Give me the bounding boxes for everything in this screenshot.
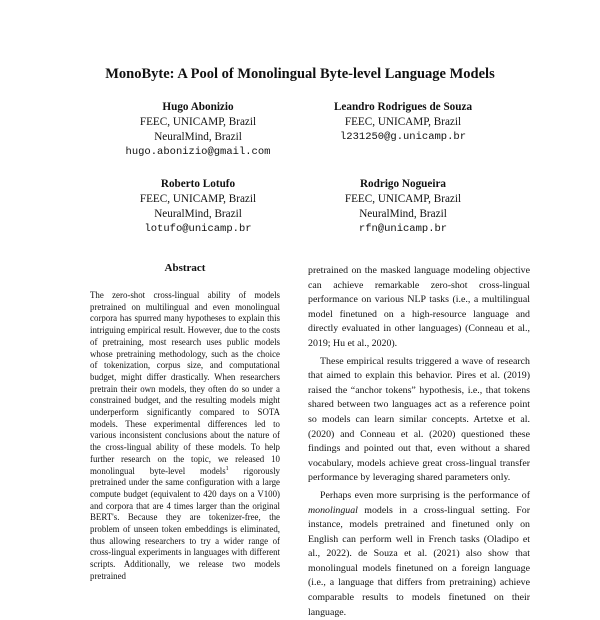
author-affiliation: NeuralMind, Brazil bbox=[154, 208, 242, 220]
author-name: Leandro Rodrigues de Souza bbox=[333, 101, 473, 113]
author-block-4 bbox=[293, 177, 513, 237]
abstract-text-part: The zero-shot cross-lingual ability of models pretrained on multilingual and even monolingual corpora has spurred many hypotheses to explain this intriguing empirical result. However, due to the costs of pretraining, most research uses public models whose pretraining methodology, such as the choice of tokenization, corpus size, and computational budget, might differ drastically. When researchers pretrain their own models, they often do so under a constrained budget, and the resulting models might underperform significantly compared to SOTA models. These experimental differences led to various inconsistent conclusions about the nature of the cross-lingual ability of these models. To help further research on the topic, we released 10 monolingual byte-level models bbox=[90, 290, 280, 476]
footnote-marker: 1 bbox=[225, 465, 229, 472]
author-affiliation: NeuralMind, Brazil bbox=[359, 208, 447, 220]
author-block-2 bbox=[288, 100, 518, 145]
right-column bbox=[308, 264, 530, 620]
abstract-heading: Abstract bbox=[164, 262, 206, 274]
author-name: Roberto Lotufo bbox=[160, 178, 236, 190]
author-affiliation: NeuralMind, Brazil bbox=[154, 131, 242, 143]
author-name: Hugo Abonizio bbox=[162, 101, 234, 113]
author-block-1 bbox=[88, 100, 308, 160]
author-email[interactable]: lotufo@unicamp.br bbox=[144, 223, 252, 235]
author-affiliation: FEEC, UNICAMP, Brazil bbox=[139, 193, 257, 205]
author-email[interactable]: l231250@g.unicamp.br bbox=[339, 131, 467, 143]
abstract-text-part: rigorously pretrained under the same configuration with a large compute budget (equivalent to 420 days on a V100) and corpora that are 4 times larger than the original BERT's. Because they are tokenizer-free, the problem of unseen token embeddings is eliminated, thus allowing researchers to try a wider range of cross-lingual experiments in languages with different scripts. Additionally, we release two models pretrained bbox=[90, 465, 280, 581]
author-name: Rodrigo Nogueira bbox=[359, 178, 447, 190]
abstract-text bbox=[90, 290, 280, 583]
author-email[interactable]: rfn@unicamp.br bbox=[358, 223, 448, 235]
body-paragraph: These empirical results triggered a wave of research that aimed to explain this behavior. Pires et al. (2019) raised the “anchor tokens” hypothesis, i.e., that tokens shared between two languages act as a reference point so models can learn similar concepts. Artetxe et al. (2020) and Conneau et al. (2020) questioned these findings and pointed out that, even without a shared vocabulary, models achieve great cross-lingual transfer performance by leveraging shared parameters only. bbox=[308, 355, 530, 484]
emphasis-text: monolingual bbox=[308, 504, 358, 516]
paper-title: MonoByte: A Pool of Monolingual Byte-level Language Models bbox=[105, 66, 495, 82]
body-paragraph bbox=[308, 489, 530, 620]
author-email[interactable]: hugo.abonizio@gmail.com bbox=[125, 146, 271, 158]
author-affiliation: FEEC, UNICAMP, Brazil bbox=[344, 193, 462, 205]
author-affiliation: FEEC, UNICAMP, Brazil bbox=[139, 116, 257, 128]
author-block-3 bbox=[88, 177, 308, 237]
body-text-part: Perhaps even more surprising is the performance of bbox=[320, 489, 530, 501]
author-affiliation: FEEC, UNICAMP, Brazil bbox=[344, 116, 462, 128]
body-text-part: models in a cross-lingual setting. For instance, models pretrained and finetuned only on English can perform well in French tasks (Oladipo et al., 2022). de Souza et al. (2021) also show that monolingual models finetuned on a foreign language (i.e., a language that differs from pretraining) achieve comparable results to models finetuned on their language. bbox=[308, 504, 530, 618]
body-paragraph: pretrained on the masked language modeling objective can achieve remarkable zero-shot cross-lingual performance on various NLP tasks (i.e., a multilingual model finetuned on a high-resource language and directly evaluated in other languages) (Conneau et al., 2019; Hu et al., 2020). bbox=[308, 265, 530, 349]
